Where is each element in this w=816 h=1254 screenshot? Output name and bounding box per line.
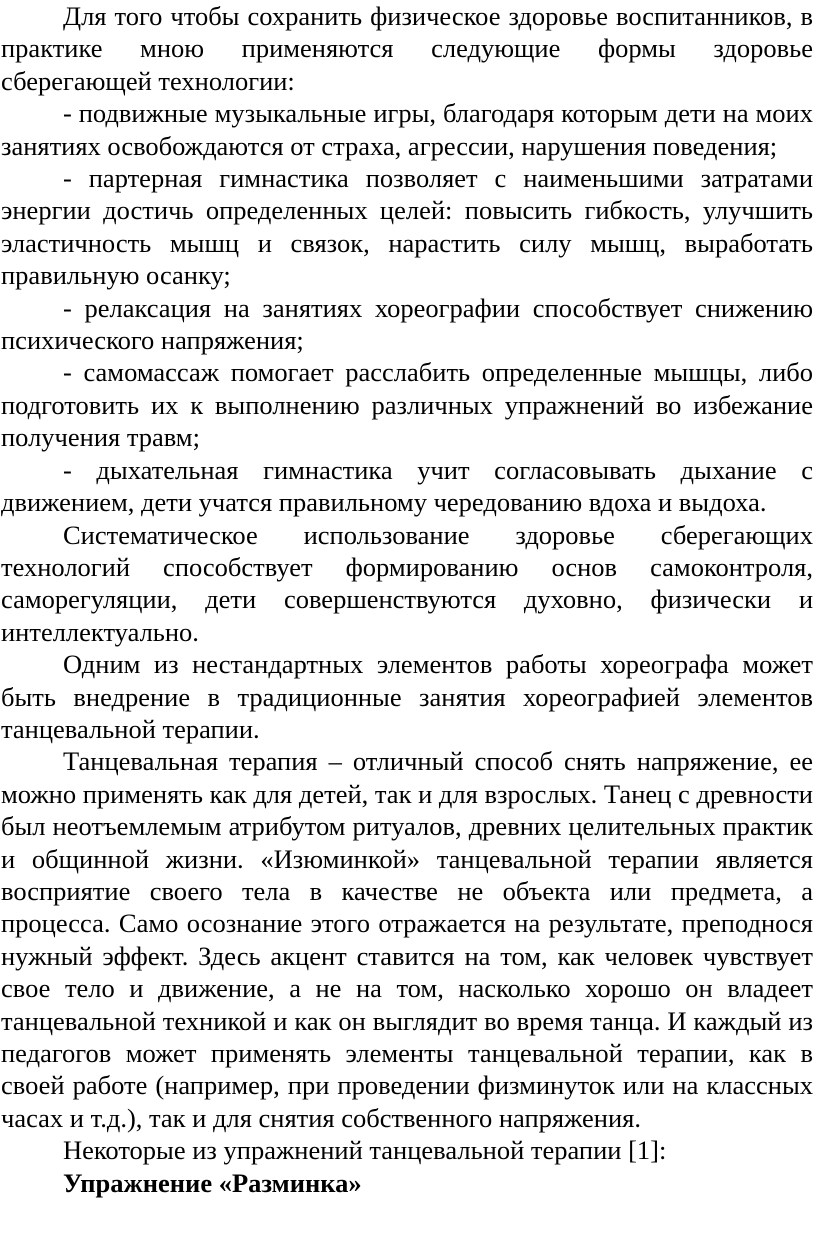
paragraph-intro: Для того чтобы сохранить физическое здоровье воспитанников, в практике мною применяются следующие формы здоровье сберегающей технологии: xyxy=(1,1,813,96)
paragraph-dance-therapy: Танцевальная терапия – отличный способ снять напряжение, ее можно применять как для детей, так и для взрослых. Танец с древности был неотъемлемым атрибутом ритуалов, древних целительных практик и общинной жизни. «Изюминкой» танцевальной терапии является восприятие своего тела в качестве не объекта или предмета, а процесса. Само осознание этого отражается на результате, преподнося нужный эффект. Здесь акцент ставится на том, как человек чувствует свое тело и движение, а не на том, насколько хорошо он владеет танцевальной техникой и как он выглядит во время танца. И каждый из педагогов может применять элементы танцевальной терапии, как в своей работе (например, при проведении физминуток или на классных часах и т.д.), так и для снятия собственного напряжения. xyxy=(1,746,813,1133)
list-item-parterre-gymnastics: - партерная гимнастика позволяет с наименьшими затратами энергии достичь определенных целей: повысить гибкость, улучшить эластичность мышц и связок, нарастить силу мышц, выработать правильную осанку; xyxy=(1,163,813,291)
exercise-heading: Упражнение «Разминка» xyxy=(63,1167,362,1198)
list-item-breathing-gymnastics: - дыхательная гимнастика учит согласовывать дыхание с движением, дети учатся правильному чередованию вдоха и выдоха. xyxy=(1,454,813,518)
paragraph-exercises-intro: Некоторые из упражнений танцевальной терапии [1]: xyxy=(63,1135,667,1166)
list-item-relaxation: - релаксация на занятиях хореографии способствует снижению психического напряжения; xyxy=(1,292,813,356)
list-item-self-massage: - самомассаж помогает расслабить определенные мышцы, либо подготовить их к выполнению различных упражнений во избежание получения травм; xyxy=(1,357,813,453)
paragraph-systematic-use: Систематическое использование здоровье сберегающих технологий способствует формированию основ самоконтроля, саморегуляции, дети совершенствуются духовно, физически и интеллектуально. xyxy=(1,519,813,647)
list-item-games: - подвижные музыкальные игры, благодаря которым дети на моих занятиях освобождаются от страха, агрессии, нарушения поведения; xyxy=(1,98,813,161)
paragraph-nonstandard-elements: Одним из нестандартных элементов работы хореографа может быть внедрение в традиционные занятия хореографией элементов танцевальной терапии. xyxy=(1,649,813,744)
